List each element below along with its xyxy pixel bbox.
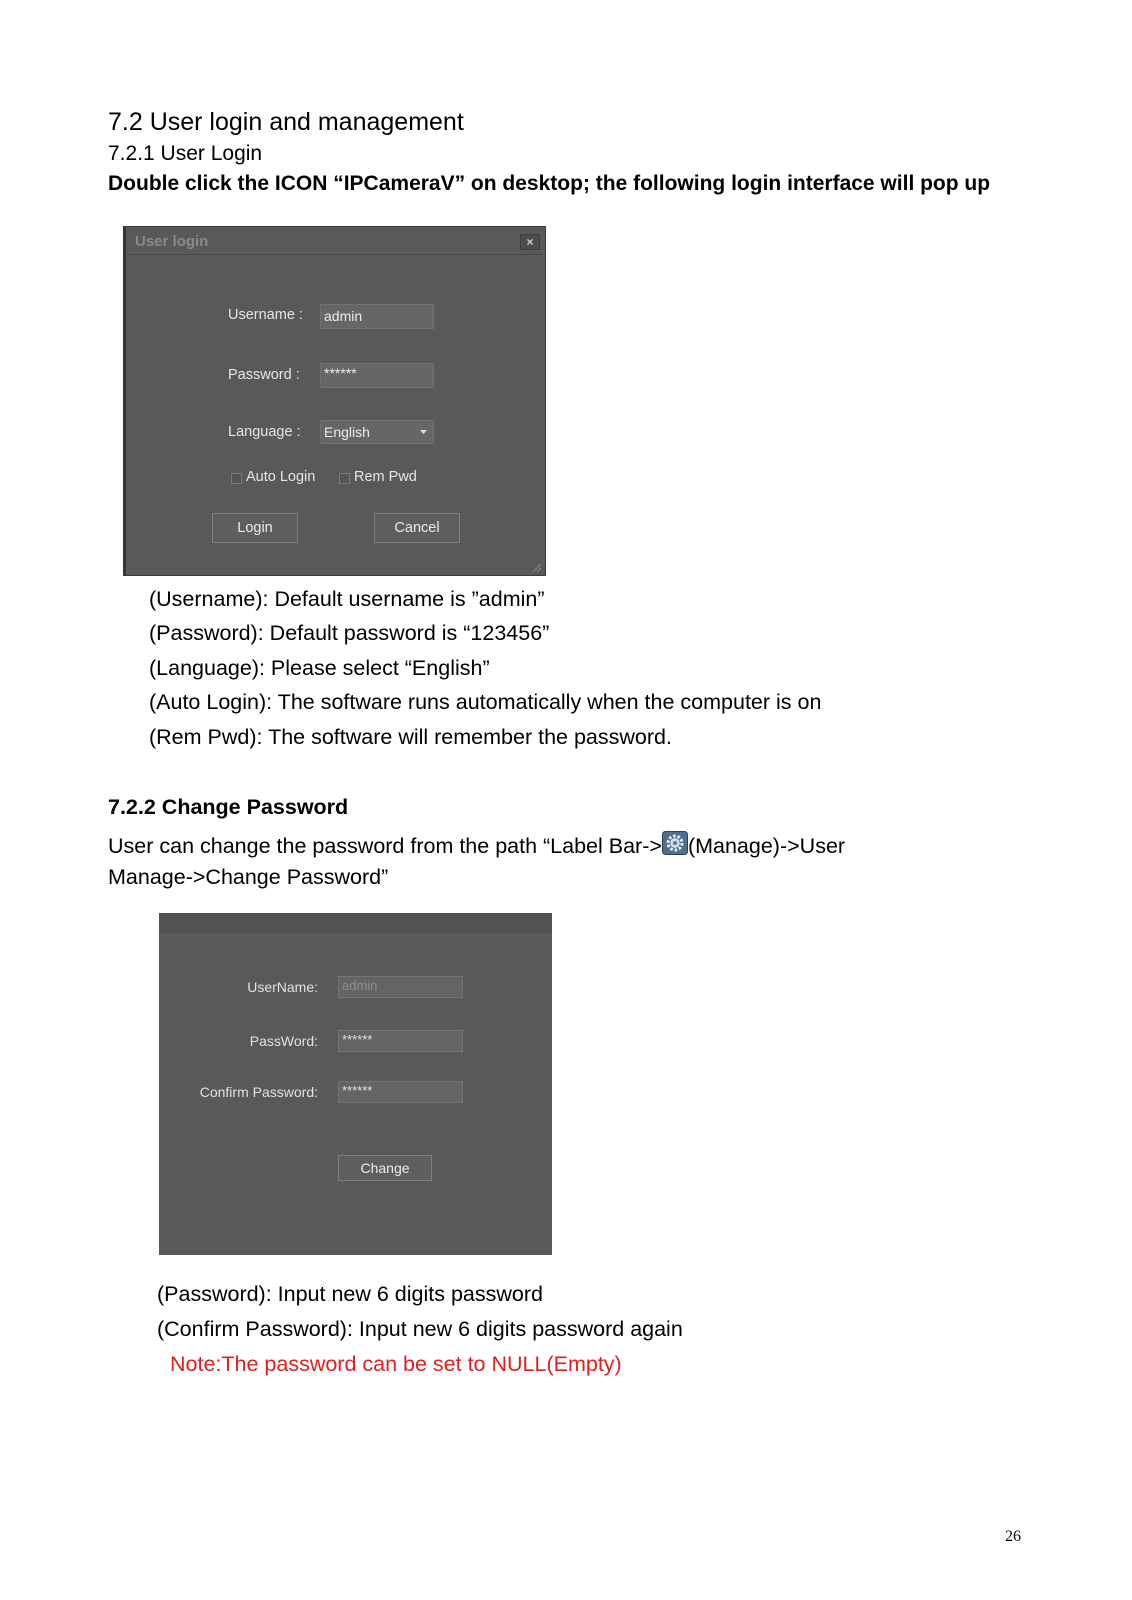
section-title: 7.2 User login and management <box>108 108 464 136</box>
path-text-line2: Manage->Change Password” <box>108 865 389 889</box>
language-select[interactable] <box>320 420 434 444</box>
note-username: (Username): Default username is ”admin” <box>149 587 545 611</box>
change-username-label: UserName: <box>247 979 318 995</box>
password-label: Password : <box>228 367 300 383</box>
dialog-header-strip <box>159 913 552 933</box>
resize-grip-icon[interactable] <box>530 561 542 573</box>
instruction-text: Double click the ICON “IPCameraV” on desktop; the following login interface will pop up <box>108 172 991 195</box>
change-password-field[interactable]: ****** <box>338 1030 463 1052</box>
dialog-edge <box>123 226 126 576</box>
change-button[interactable]: Change <box>338 1155 432 1181</box>
confirm-password-label: Confirm Password: <box>199 1084 318 1100</box>
login-dialog <box>123 226 546 576</box>
confirm-password-field[interactable]: ****** <box>338 1081 463 1103</box>
note-new-password: (Password): Input new 6 digits password <box>157 1282 543 1306</box>
login-button[interactable]: Login <box>212 513 298 543</box>
change-password-label: PassWord: <box>249 1033 318 1049</box>
note-language: (Language): Please select “English” <box>149 656 490 680</box>
username-input[interactable]: admin <box>320 304 434 329</box>
change-username-field: admin <box>338 976 463 998</box>
auto-login-checkbox[interactable] <box>231 473 242 484</box>
dropdown-arrow-icon <box>420 430 427 435</box>
auto-login-label: Auto Login <box>246 469 316 485</box>
login-dialog-title: User login <box>135 233 209 250</box>
path-text-part1: User can change the password from the path “Label Bar-> <box>108 834 662 858</box>
page-number: 26 <box>1005 1528 1021 1545</box>
null-password-note: Note:The password can be set to NULL(Empty) <box>170 1352 622 1376</box>
close-button[interactable]: × <box>520 234 540 250</box>
note-rem-pwd: (Rem Pwd): The software will remember the password. <box>149 725 672 749</box>
path-text-part2: (Manage)->User <box>687 834 846 858</box>
note-confirm-password: (Confirm Password): Input new 6 digits password again <box>157 1317 683 1341</box>
change-password-heading: 7.2.2 Change Password <box>108 795 349 819</box>
title-separator <box>127 254 542 255</box>
language-value: English <box>324 424 370 440</box>
language-label: Language : <box>228 424 301 440</box>
path-text <box>108 831 845 859</box>
cancel-button[interactable]: Cancel <box>374 513 460 543</box>
note-auto-login: (Auto Login): The software runs automatically when the computer is on <box>149 690 822 714</box>
rem-pwd-checkbox[interactable] <box>339 473 350 484</box>
password-input[interactable]: ****** <box>320 363 434 388</box>
subsection-title: 7.2.1 User Login <box>108 142 263 165</box>
gear-icon <box>662 831 688 855</box>
rem-pwd-label: Rem Pwd <box>354 469 417 485</box>
username-label: Username : <box>228 307 303 323</box>
note-password: (Password): Default password is “123456” <box>149 621 550 645</box>
